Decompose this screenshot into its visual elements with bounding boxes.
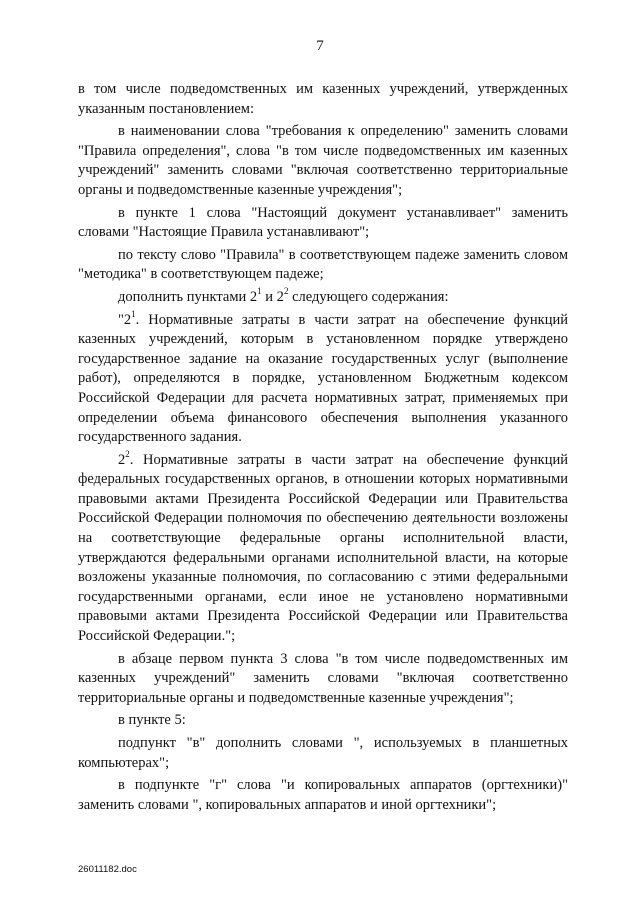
- paragraph-10: подпункт "в" дополнить словами ", используемых в планшетных компьютерах";: [78, 735, 568, 771]
- paragraph-7: [78, 448, 568, 647]
- paragraph-4: по тексту слово "Правила" в соответствующем падеже заменить словом "методика" в соответствующем падеже;: [78, 246, 568, 283]
- paragraph-6-post: . Нормативные затраты в части затрат на обеспечение функций казенных учреждений, которым в установленном порядке утверждено государственное задание на оказание государственных услуг (выполнение работ), определяются в порядке, установленном Бюджетным кодексом Российской Федерации для расчета нормативных затрат, применяемых при определении объема финансового обеспечения выполнения указанного государственного задания.: [78, 311, 568, 446]
- paragraph-8: в абзаце первом пункта 3 слова "в том числе подведомственных им казенных учреждений" заменить словами "включая соответственно территориальные органы и подведомственные казенные учреждения";: [78, 650, 568, 706]
- superscript-7: 2: [125, 448, 130, 459]
- paragraph-7-pre: 2: [118, 451, 126, 468]
- document-body: [78, 80, 568, 815]
- paragraph-6: [78, 308, 568, 448]
- paragraph-1: в том числе подведомственных им казенных учреждений, утвержденных указанным постановлением:: [78, 81, 568, 117]
- paragraph-5: [78, 288, 568, 308]
- page-number: 7: [316, 38, 324, 54]
- paragraph-7-post: . Нормативные затраты в части затрат на обеспечение функций федеральных государственных органов, в отношении которых нормативными правовыми актами Президента Российской Федерации или Правительства Российской Федерации полномочия по обеспечению деятельности возложены на соответствующие федеральные органы исполнительной власти, утверждаются федеральными органами исполнительной власти, на которые возложены указанные полномочия, по согласованию с этими федеральными государственными органами, если иное не установлено нормативными правовыми актами Президента Российской Федерации или Правительства Российской Федерации.";: [78, 451, 568, 645]
- superscript-2: 2: [283, 286, 289, 297]
- superscript-1: 1: [257, 286, 262, 297]
- paragraph-5-pre: дополнить пунктами 2: [118, 288, 258, 305]
- paragraph-11: в подпункте "г" слова "и копировальных аппаратов (оргтехники)" заменить словами ", копировальных аппаратов и иной оргтехники";: [78, 777, 568, 813]
- paragraph-3: в пункте 1 слова "Настоящий документ устанавливает" заменить словами "Настоящие Правила устанавливают";: [78, 204, 568, 241]
- paragraph-2: в наименовании слова "требования к определению" заменить словами "Правила определения", слова "в том числе подведомственных им казенных учреждений" заменить словами "включая соответственно территориальные органы и подведомственные казенные учреждения";: [78, 123, 568, 198]
- paragraph-5-post: следующего содержания:: [288, 288, 449, 305]
- paragraph-6-pre: "2: [118, 311, 132, 328]
- superscript-6: 1: [131, 308, 136, 319]
- footer-file-code: 26011182.doc: [78, 864, 137, 875]
- paragraph-9: в пункте 5:: [118, 712, 186, 729]
- paragraph-5-mid: и 2: [261, 288, 284, 305]
